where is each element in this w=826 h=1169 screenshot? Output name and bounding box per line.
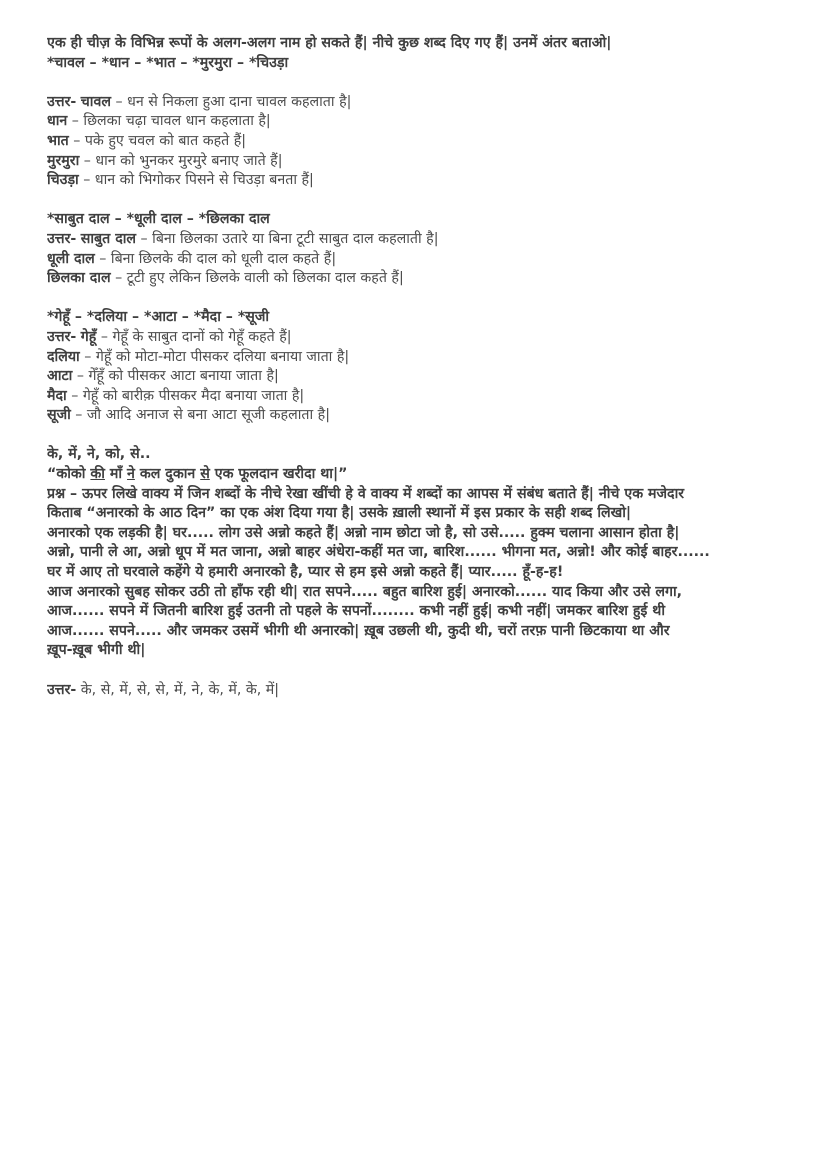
answer-line (47, 230, 786, 250)
term: साबुत दाल (80, 230, 137, 247)
passage-line: आज...... सपने..... और जमकर उसमें भीगी थी अनारको| ख़ूब उछली थी, कुदी थी, चरों तरफ़ पानी छिटकाया था और (47, 622, 670, 639)
answer-line (47, 367, 786, 387)
final-answer (47, 681, 786, 701)
definition: – बिना छिलका उतारे या बिना टूटी साबुत दाल कहलाती है| (136, 230, 439, 247)
term: दलिया (47, 348, 80, 365)
definition: – धान को भुनकर मुरमुरे बनाए जाते हैं| (79, 152, 283, 169)
answer-label: उत्तर- (47, 328, 77, 345)
passage-line: घर में आए तो घरवाले कहेंगे ये हमारी अनारको है, प्यार से हम इसे अन्नो कहते हैं| प्यार..... हूँ-ह-ह! (47, 564, 564, 581)
underlined-word: से (200, 466, 210, 483)
definition: – गेहूँ को मोटा-मोटा पीसकर दलिया बनाया जाता है| (79, 348, 350, 365)
answer-line (47, 269, 786, 289)
sentence-text: कल दुकान (134, 466, 201, 483)
spacer (47, 426, 786, 446)
answer-line (47, 112, 786, 132)
definition: – गेँहूँ को पीसकर आटा बनाया जाता है| (72, 368, 279, 385)
term: आटा (47, 368, 73, 385)
definition: – छिलका चढ़ा चावल धान कहलाता है| (67, 113, 271, 130)
term: धान (47, 113, 68, 130)
answer-line (47, 171, 786, 191)
answer-line (47, 348, 786, 368)
term: सूजी (47, 407, 71, 424)
example-sentence (47, 465, 786, 485)
answer-line (47, 328, 786, 348)
passage-line: प्रश्न – ऊपर लिखे वाक्य में जिन शब्दों के नीचे रेखा खींची हे वे वाक्य में शब्दों का आपस में संबंध बताते हैं| नीचे एक मजेदार (47, 485, 685, 502)
passage-line: अन्नो, पानी ले आ, अन्नो धूप में मत जाना, अन्नो बाहर अंधेरा-कहीं मत जा, बारिश...... भीगना मत, अन्नो! और कोई बाहर...... (47, 544, 710, 561)
spacer (47, 191, 786, 211)
term: धूली दाल (47, 250, 95, 267)
answer-line (47, 387, 786, 407)
definition: – गेहूँ को बारीक़ पीसकर मैदा बनाया जाता है| (66, 387, 305, 404)
underlined-word: की (90, 466, 105, 483)
section4-words: के, में, ने, को, से.. (47, 446, 151, 463)
sentence-text: एक फूलदान खरीदा था|” (209, 466, 348, 483)
term: गेहूँ (80, 328, 97, 345)
underlined-word: ने (127, 466, 135, 483)
answer-line (47, 250, 786, 270)
answer-label: उत्तर- (47, 93, 77, 110)
passage-line: किताब “अनारको के आठ दिन” का एक अंश दिया गया है| उसके ख़ाली स्थानों में इस प्रकार के सही शब्द लिखो| (47, 505, 632, 522)
passage-line: अनारको एक लड़की है| घर..... लोग उसे अन्नो कहते हैं| अन्नो नाम छोटा जो है, सो उसे..... हुक्म चलाना आसान होता है| (47, 524, 680, 541)
definition: – टूटी हुए लेकिन छिलके वाली को छिलका दाल कहते हैं| (110, 270, 404, 287)
section2-words: *साबुत दाल – *धूली दाल – *छिलका दाल (47, 211, 270, 228)
answer-line (47, 152, 786, 172)
definition: – पके हुए चवल को बात कहते हैं| (68, 132, 247, 149)
answer-line (47, 406, 786, 426)
term: मैदा (47, 387, 67, 404)
definition: – धान को भिगोकर पिसने से चिउड़ा बनता हैं| (78, 172, 314, 189)
spacer (47, 289, 786, 309)
term: मुरमुरा (47, 152, 80, 169)
passage-line: ख़ूप-ख़ूब भीगी थी| (47, 642, 146, 659)
sentence-text: “कोको (47, 466, 91, 483)
spacer (47, 73, 786, 93)
answer-text: के, से, में, से, से, में, ने, के, में, के, में| (76, 681, 280, 698)
definition: – जौ आदि अनाज से बना आटा सूजी कहलाता है| (70, 407, 330, 424)
definition: – बिना छिलके की दाल को धूली दाल कहते हैं| (94, 250, 337, 267)
passage-line: आज अनारको सुबह सोकर उठी तो हाँफ रही थी| रात सपने..... बहुत बारिश हुई| अनारको...... याद किया और उसे लगा, (47, 583, 683, 600)
answer-label: उत्तर- (47, 230, 77, 247)
intro-question: एक ही चीज़ के विभिन्न रूपों के अलग-अलग नाम हो सकते हैं| नीचे कुछ शब्द दिए गए हैं| उनमें अंतर बताओ| (47, 35, 612, 51)
term: चावल (80, 93, 111, 110)
intro-words: *चावल – *धान – *भात – *मुरमुरा – *चिउड़ा (47, 54, 289, 71)
definition: – धन से निकला हुआ दाना चावल कहलाता है| (111, 93, 352, 110)
term: भात (47, 132, 69, 149)
answer-label: उत्तर- (47, 681, 77, 698)
answer-line (47, 132, 786, 152)
term: चिउड़ा (47, 172, 79, 189)
passage-line: आज...... सपने में जितनी बारिश हुई उतनी तो पहले के सपनों........ कभी नहीं हुई| कभी नहीं| जमकर बारिश हुई थी (47, 603, 666, 620)
sentence-text: माँ (104, 466, 128, 483)
section3-words: *गेहूँ – *दलिया – *आटा – *मैदा – *सूजी (47, 309, 270, 326)
definition: – गेहूँ के साबुत दानों को गेहूँ कहते हैं| (96, 328, 292, 345)
answer-line (47, 93, 786, 113)
spacer (47, 661, 786, 681)
term: छिलका दाल (47, 270, 111, 287)
